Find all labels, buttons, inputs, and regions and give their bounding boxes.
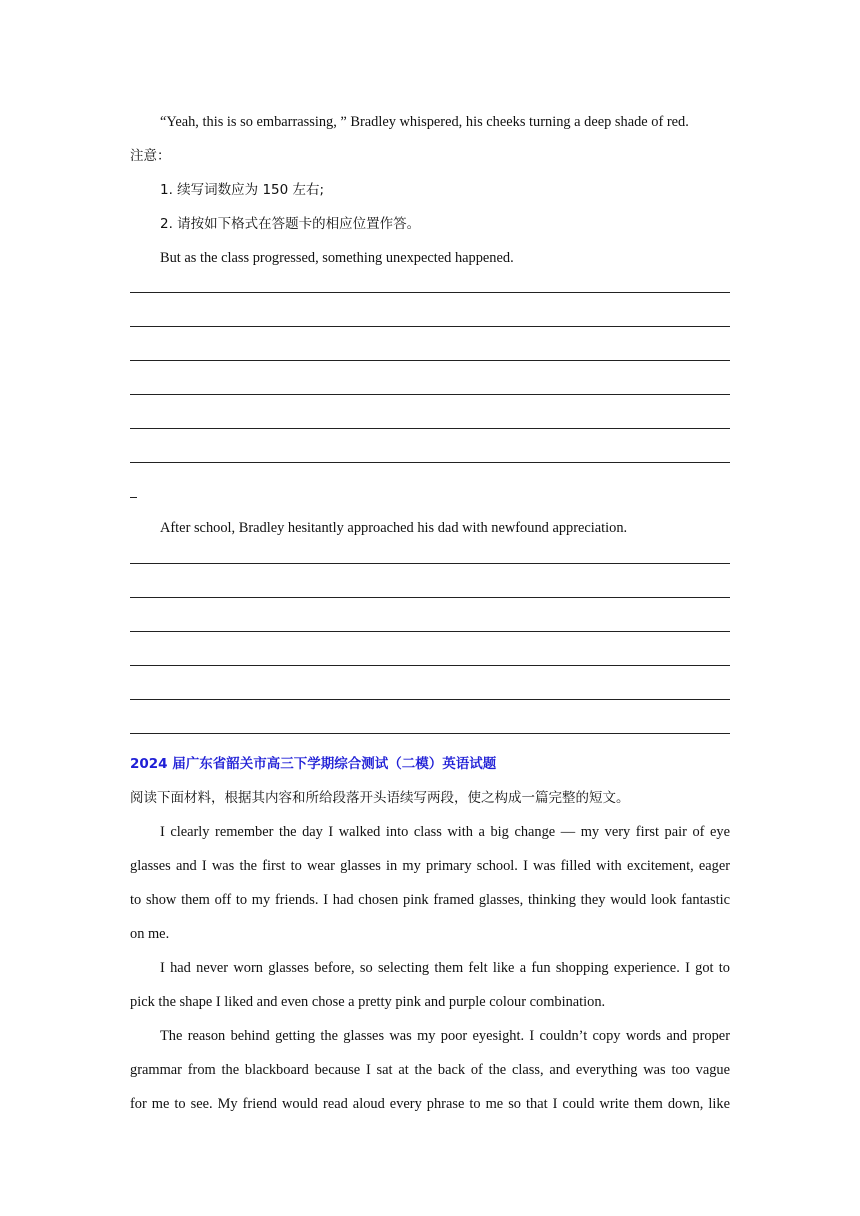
passage-line: grammar from the blackboard because I sat at the back of the class, and everything was too vague — [130, 1062, 730, 1078]
section-instruction: 阅读下面材料，根据其内容和所给段落开头语续写两段，使之构成一篇完整的短文。 — [130, 790, 630, 806]
passage-line: pick the shape I liked and even chose a pretty pink and purple colour combination. — [130, 994, 606, 1010]
passage-line: for me to see. My friend would read aloud every phrase to me so that I could write them down, like — [130, 1096, 730, 1112]
paragraph-2-opening: After school, Bradley hesitantly approached his dad with newfound appreciation. — [160, 520, 628, 536]
passage-line: to show them off to my friends. I had chosen pink framed glasses, thinking they would look fantastic — [130, 892, 730, 908]
passage-line: The reason behind getting the glasses was my poor eyesight. I couldn’t copy words and proper — [160, 1028, 730, 1044]
note-item-1: 1. 续写词数应为 150 左右; — [160, 182, 325, 198]
answer-line — [130, 394, 730, 395]
answer-line — [130, 292, 730, 293]
story-quote: “Yeah, this is so embarrassing, ” Bradley whispered, his cheeks turning a deep shade of red. — [160, 114, 689, 130]
passage-line: on me. — [130, 926, 170, 942]
answer-line — [130, 360, 730, 361]
answer-line — [130, 563, 730, 564]
answer-line — [130, 326, 730, 327]
answer-line — [130, 428, 730, 429]
section-title: 2024 届广东省韶关市高三下学期综合测试（二模）英语试题 — [130, 756, 497, 772]
paragraph-1-opening: But as the class progressed, something unexpected happened. — [160, 250, 514, 266]
note-item-2: 2. 请按如下格式在答题卡的相应位置作答。 — [160, 216, 421, 232]
answer-line — [130, 733, 730, 734]
note-label: 注意： — [130, 148, 171, 164]
passage-line: I had never worn glasses before, so selecting them felt like a fun shopping experience. I got to — [160, 960, 730, 976]
answer-line — [130, 631, 730, 632]
answer-line — [130, 597, 730, 598]
answer-line — [130, 699, 730, 700]
passage-line: glasses and I was the first to wear glasses in my primary school. I was filled with excitement, eager — [130, 858, 730, 874]
answer-line — [130, 665, 730, 666]
answer-line-tail — [130, 497, 137, 498]
answer-line — [130, 462, 730, 463]
passage-line: I clearly remember the day I walked into class with a big change — my very first pair of eye — [160, 824, 730, 840]
